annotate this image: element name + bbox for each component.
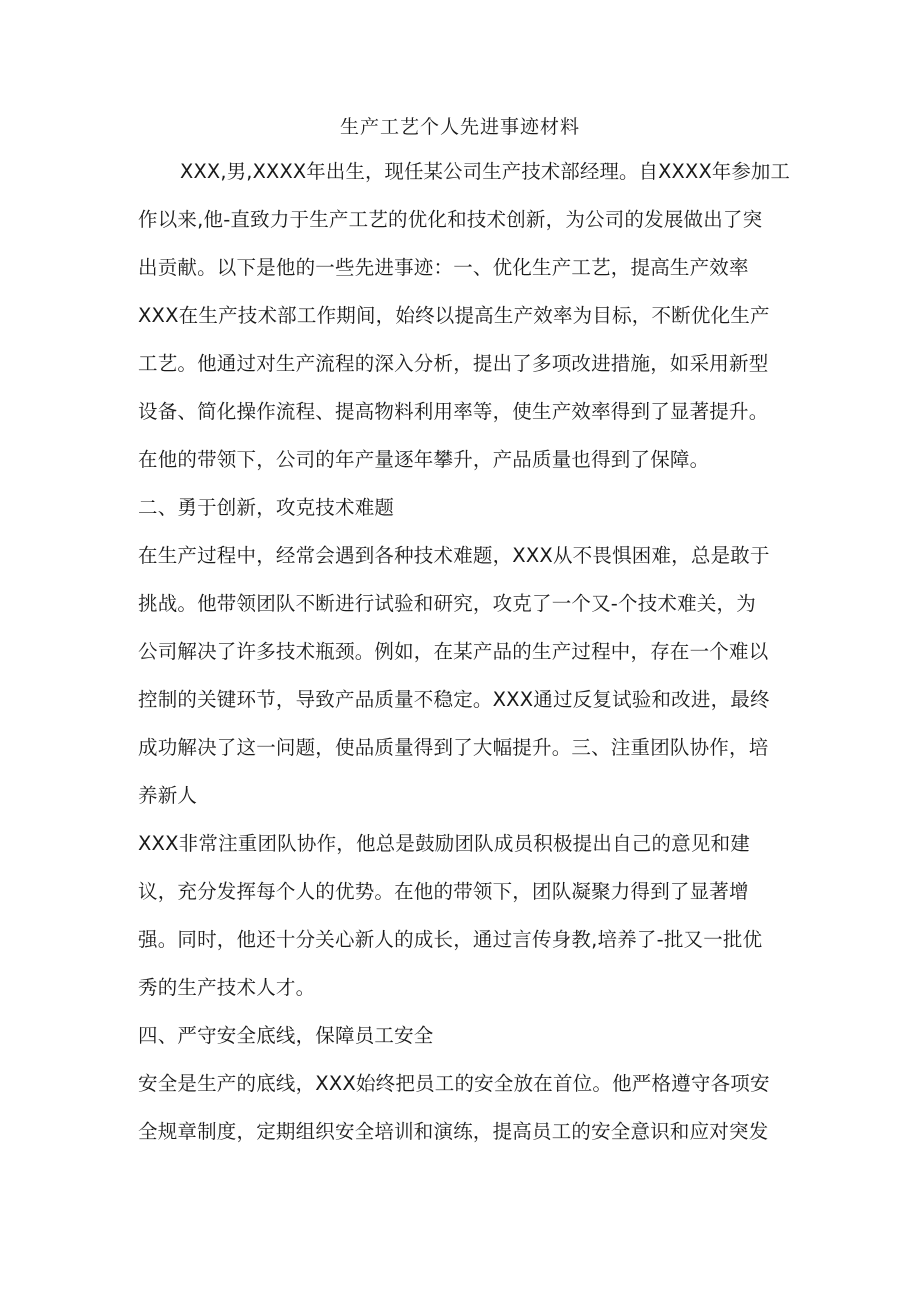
body-line: 工艺。他通过对生产流程的深入分析，提出了多项改进措施，如采用新型: [138, 352, 769, 375]
body-line: 挑战。他带领团队不断进行试验和研究，攻克了一个又-个技术难关，为: [138, 592, 756, 615]
document-title: 生产工艺个人先进事迹材料: [339, 116, 580, 138]
body-line: 设备、简化操作流程、提高物料利用率等，使生产效率得到了显著提升。: [138, 400, 769, 423]
body-line: XXX非常注重团队协作，他总是鼓励团队成员积极提出自己的意见和建: [138, 832, 750, 855]
body-line: 秀的生产技术人才。: [138, 976, 316, 999]
section-heading: 四、严守安全底线，保障员工安全: [138, 1024, 434, 1047]
body-line: 在他的带领下，公司的年产量逐年攀升，产品质量也得到了保障。: [138, 448, 710, 471]
body-line: 全规章制度，定期组织安全培训和演练，提高员工的安全意识和应对突发: [138, 1120, 769, 1143]
body-line: 议，充分发挥每个人的优势。在他的带领下，团队凝聚力得到了显著增: [138, 880, 749, 903]
body-line: 成功解决了这一问题，使品质量得到了大幅提升。三、注重团队协作，培: [138, 736, 769, 759]
body-line: 作以来,他-直致力于生产工艺的优化和技术创新，为公司的发展做出了突: [138, 208, 763, 231]
body-line: XXX在生产技术部工作期间，始终以提高生产效率为目标，不断优化生产: [138, 304, 770, 327]
body-line: 安全是生产的底线，XXX始终把员工的安全放在首位。他严格遵守各项安: [138, 1072, 770, 1095]
body-line: 强。同时，他还十分关心新人的成长，通过言传身教,培养了-批又一批优: [138, 928, 763, 951]
body-line: 公司解决了许多技术瓶颈。例如，在某产品的生产过程中，存在一个难以: [138, 640, 769, 663]
body-line: 养新人: [138, 784, 198, 807]
body-line: XXX,男,XXXX年出生，现任某公司生产技术部经理。自XXXX年参加工: [180, 160, 791, 183]
body-line: 出贡献。以下是他的一些先进事迹：一、优化生产工艺，提高生产效率: [138, 256, 749, 279]
body-line: 在生产过程中，经常会遇到各种技术难题，XXX从不畏惧困难，总是敢于: [138, 544, 770, 567]
body-line: 控制的关键环节，导致产品质量不稳定。XXX通过反复试验和改进，最终: [138, 688, 770, 711]
section-heading: 二、勇于创新，攻克技术难题: [138, 496, 395, 519]
